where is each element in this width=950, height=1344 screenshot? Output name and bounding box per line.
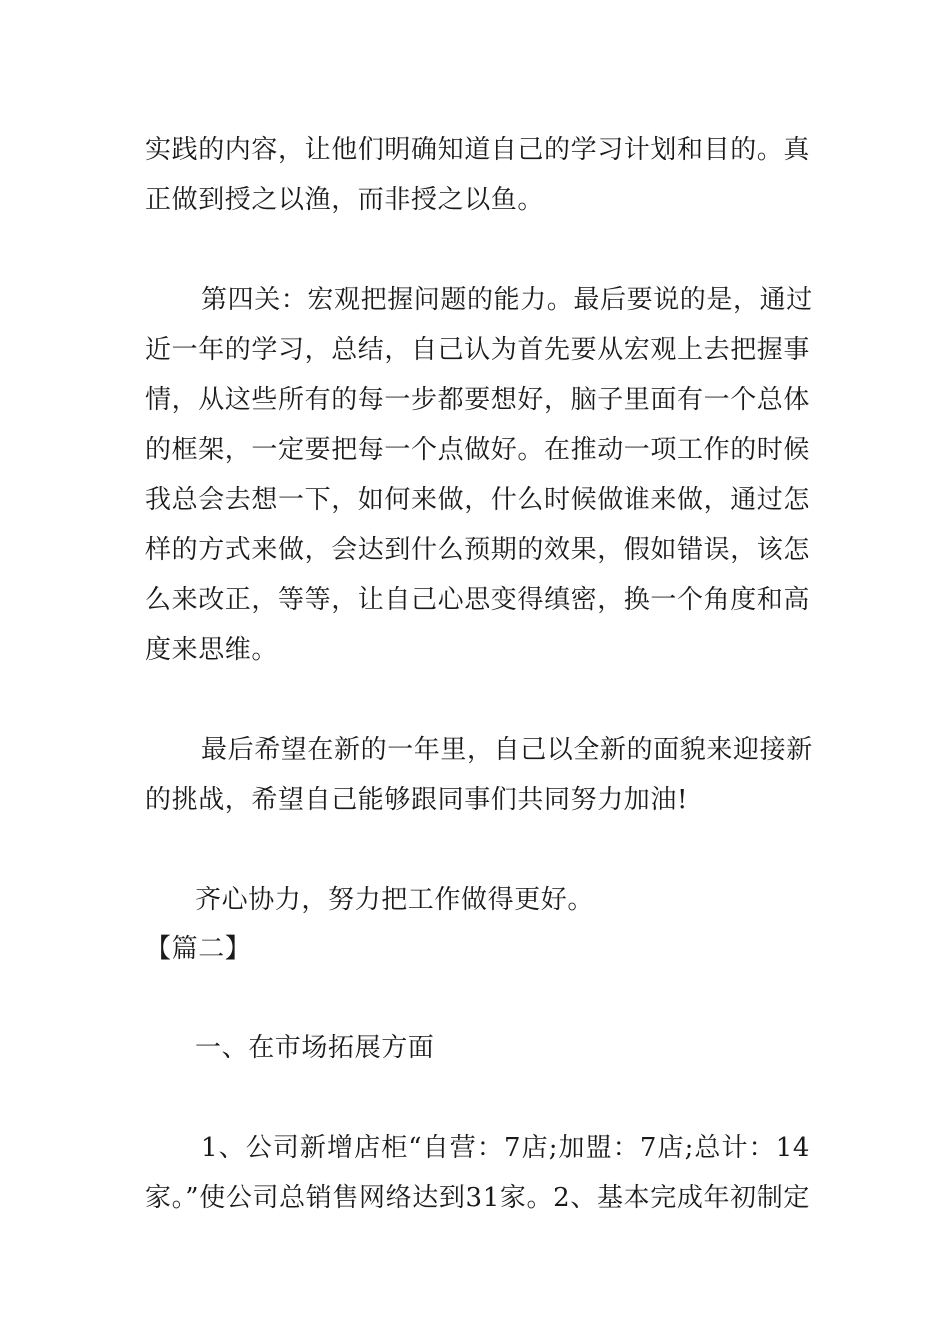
paragraph-line: 度来思维。 [145,635,279,665]
paragraph-line: 实践的内容，让他们明确知道自己的学习计划和目的。真 [145,135,811,165]
paragraph-line: 近一年的学习，总结，自己认为首先要从宏观上去把握事 [145,335,811,365]
paragraph-line: 情，从这些所有的每一步都要想好，脑子里面有一个总体 [145,385,811,415]
paragraph-line: 最后希望在新的一年里，自己以全新的面貌来迎接新 [201,735,813,765]
paragraph-line: 我总会去想一下，如何来做，什么时候做谁来做，通过怎 [145,485,811,515]
paragraph-line: 1、公司新增店柜“自营：7店;加盟：7店;总计：14 [201,1133,810,1163]
section-heading: 【篇二】 [145,934,252,964]
paragraph-line: 么来改正，等等，让自己心思变得缜密，换一个角度和高 [145,585,811,615]
paragraph-line: 正做到授之以渔，而非授之以鱼。 [145,185,545,215]
paragraph-line: 齐心协力，努力把工作做得更好。 [195,885,595,915]
paragraph-line: 第四关：宏观把握问题的能力。最后要说的是，通过 [201,285,813,315]
paragraph-line: 样的方式来做，会达到什么预期的效果，假如错误，该怎 [145,535,811,565]
paragraph-line: 家。”使公司总销售网络达到31家。2、基本完成年初制定 [145,1183,810,1213]
paragraph-line: 的框架，一定要把每一个点做好。在推动一项工作的时候 [145,435,811,465]
paragraph-line: 的挑战，希望自己能够跟同事们共同努力加油! [145,785,689,815]
subheading: 一、在市场拓展方面 [195,1033,435,1063]
